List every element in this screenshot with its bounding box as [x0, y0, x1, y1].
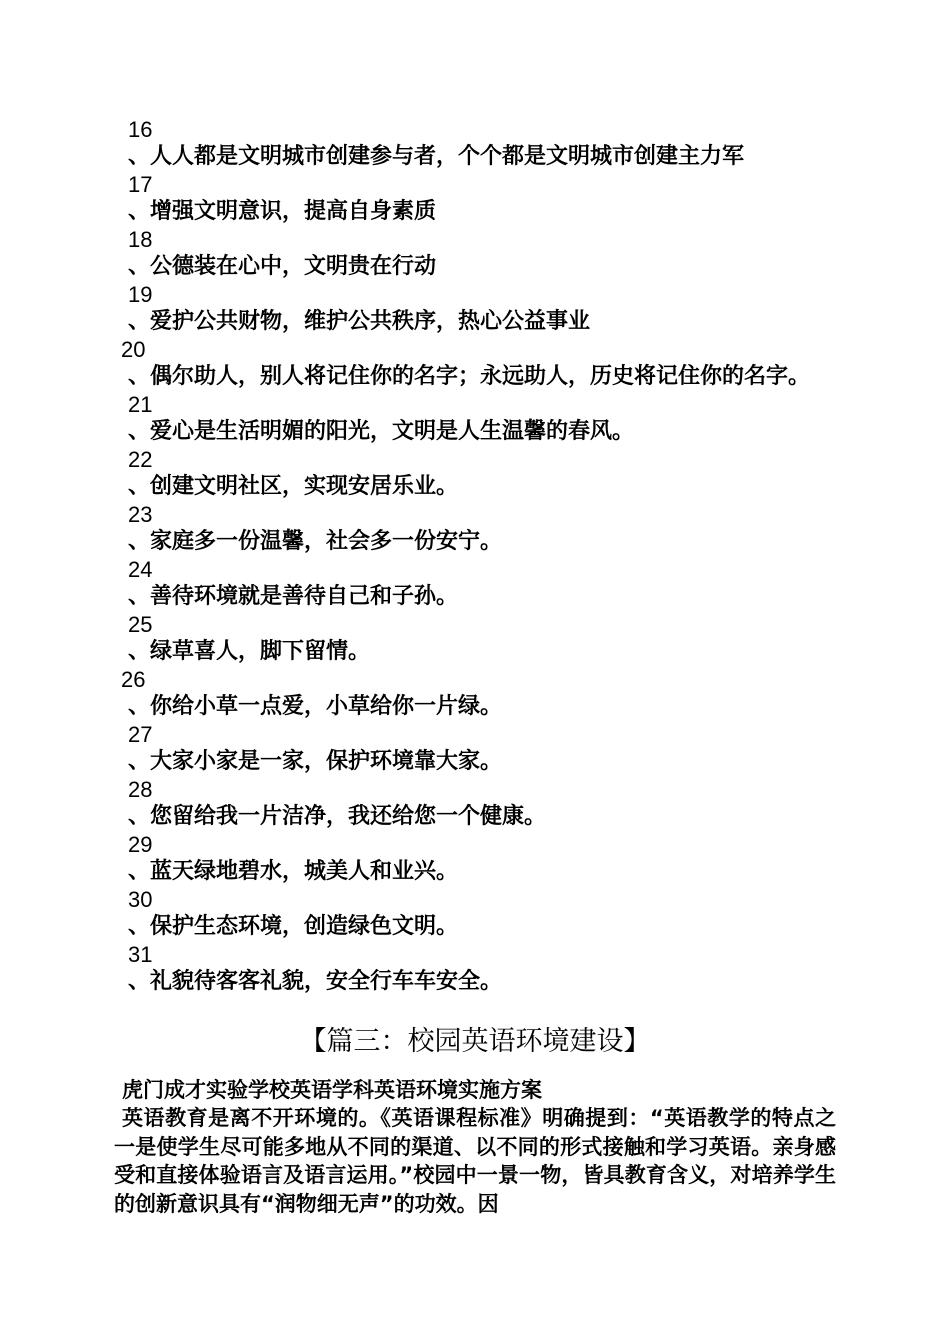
item-number: 29 [128, 832, 153, 857]
item-number: 31 [128, 942, 153, 967]
item-text: 、家庭多一份温馨，社会多一份安宁。 [128, 529, 503, 554]
list-item [114, 446, 844, 501]
list-item [114, 611, 844, 666]
item-number: 24 [128, 557, 153, 582]
item-text: 、人人都是文明城市创建参与者，个个都是文明城市创建主力军 [128, 144, 745, 169]
list-item [114, 721, 844, 776]
item-number: 30 [128, 887, 153, 912]
section-heading: 【篇三：校园英语环境建设】 [299, 1026, 651, 1057]
item-text: 、蓝天绿地碧水，城美人和业兴。 [128, 859, 459, 884]
item-number: 27 [128, 722, 153, 747]
item-text: 、创建文明社区，实现安居乐业。 [128, 474, 459, 499]
article-title: 虎门成才实验学校英语学科英语环境实施方案 [122, 1078, 542, 1102]
item-number: 17 [128, 172, 153, 197]
item-text: 、绿草喜人，脚下留情。 [128, 639, 371, 664]
list-item [114, 941, 844, 996]
list-item [114, 501, 844, 556]
item-text: 、大家小家是一家，保护环境靠大家。 [128, 749, 503, 774]
item-number: 25 [128, 612, 153, 637]
item-text: 、公德装在心中，文明贵在行动 [128, 254, 437, 279]
item-text: 、你给小草一点爱，小草给你一片绿。 [128, 694, 503, 719]
item-number: 21 [128, 392, 153, 417]
item-number: 23 [128, 502, 153, 527]
item-number: 19 [128, 282, 153, 307]
list-item [114, 281, 844, 336]
list-item [114, 831, 844, 886]
list-item [114, 556, 844, 611]
list-item [114, 336, 844, 391]
item-text: 、您留给我一片洁净，我还给您一个健康。 [128, 804, 547, 829]
list-item [114, 886, 844, 941]
slogan-list [114, 116, 844, 996]
list-item [114, 776, 844, 831]
item-text: 、善待环境就是善待自己和子孙。 [128, 584, 459, 609]
item-number: 18 [128, 227, 153, 252]
item-number: 20 [121, 337, 146, 362]
item-text: 、偶尔助人，别人将记住你的名字；永远助人，历史将记住你的名字。 [128, 364, 811, 389]
item-text: 、爱护公共财物，维护公共秩序，热心公益事业 [128, 309, 591, 334]
item-text: 、礼貌待客客礼貌，安全行车车安全。 [128, 969, 503, 994]
list-item [114, 226, 844, 281]
item-number: 22 [128, 447, 153, 472]
article-body [114, 1076, 836, 1218]
list-item [114, 391, 844, 446]
article-paragraph: 英语教育是离不开环境的。《英语课程标准》明确提到：“英语教学的特点之一是使学生尽可能多地从不同的渠道、以不同的形式接触和学习英语。亲身感受和直接体验语言及语言运用。”校园中一景一物，皆具教育含义，对培养学生的创新意识具有“润物细无声”的功效。因 [114, 1106, 836, 1216]
list-item [114, 666, 844, 721]
item-number: 28 [128, 777, 153, 802]
list-item [114, 171, 844, 226]
item-text: 、爱心是生活明媚的阳光，文明是人生温馨的春风。 [128, 419, 635, 444]
item-number: 26 [121, 667, 146, 692]
item-number: 16 [128, 117, 153, 142]
item-text: 、增强文明意识，提高自身素质 [128, 199, 437, 224]
item-text: 、保护生态环境，创造绿色文明。 [128, 914, 459, 939]
list-item [114, 116, 844, 171]
